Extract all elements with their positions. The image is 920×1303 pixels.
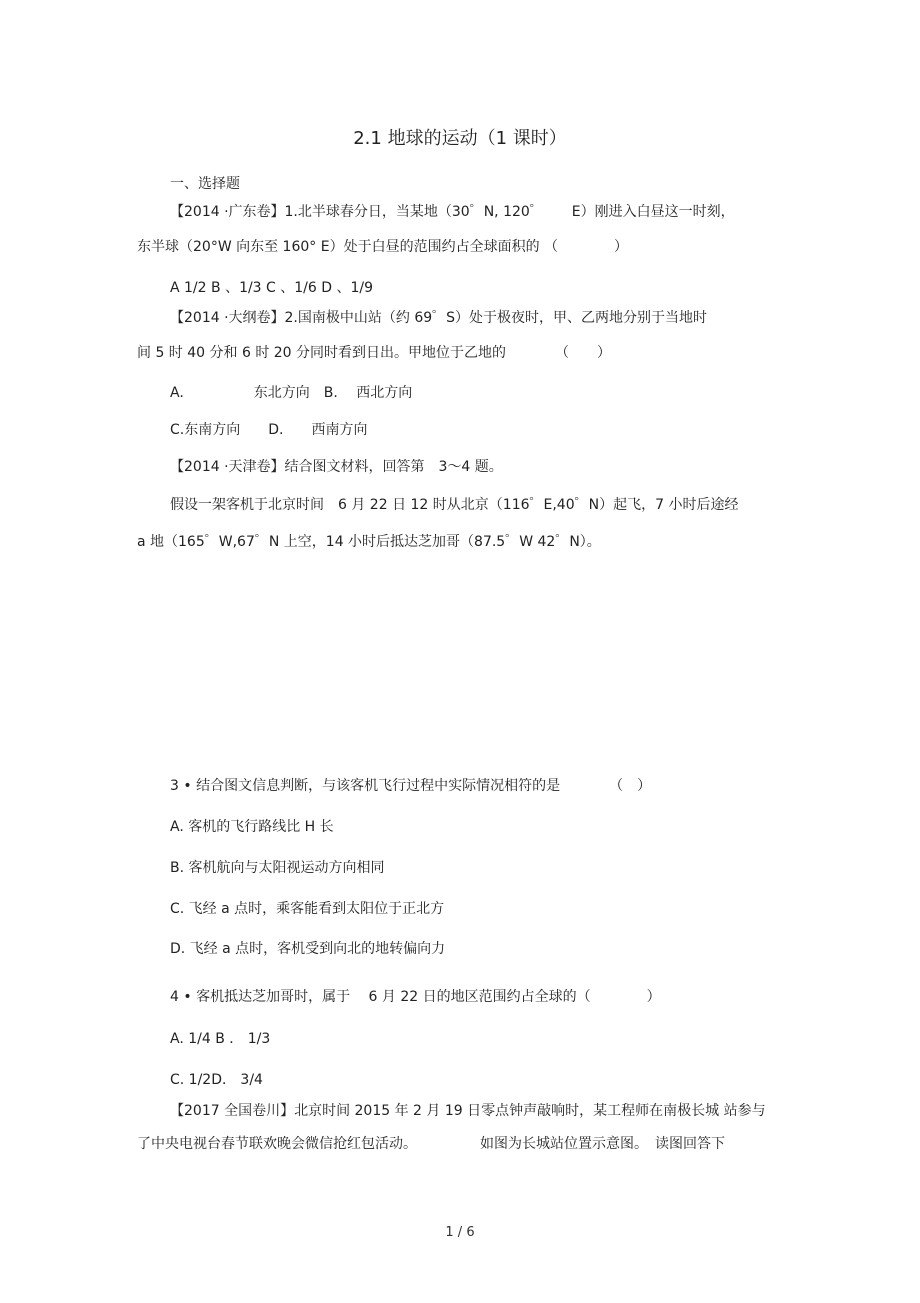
material-line-1: 假设一架客机于北京时间 6 月 22 日 12 时从北京（116゜E,40゜N）起飞，7 小时后途经 xyxy=(170,497,739,513)
question-1-line-1: 【2014 ·广东卷】1.北半球春分日，当某地（30゜N, 120゜ E）刚进入白昼这一时刻， xyxy=(170,204,735,220)
question-2-options-ab: A. 东北方向 B. 西北方向 xyxy=(170,385,413,401)
question-2-line-1: 【2014 ·大纲卷】2.国南极中山站（约 69゜S）处于极夜时，甲、乙两地分别于当地时 xyxy=(170,310,708,326)
question-3-option-c: C. 飞经 a 点时，乘客能看到太阳位于正北方 xyxy=(170,901,445,917)
question-3-option-d: D. 飞经 a 点时，客机受到向北的地转偏向力 xyxy=(170,941,446,957)
page-number: 1 / 6 xyxy=(445,1225,475,1240)
section-heading: 一、选择题 xyxy=(170,176,240,192)
question-5-line-1: 【2017 全国卷川】北京时间 2015 年 2 月 19 日零点钟声敲响时，某工程师在南极长城 站参与 xyxy=(170,1103,766,1119)
material-header: 【2014 ·天津卷】结合图文材料，回答第 3～4 题。 xyxy=(170,459,503,475)
question-3-option-a: A. 客机的飞行路线比 H 长 xyxy=(170,819,334,835)
page-title: 2.1 地球的运动（1 课时） xyxy=(353,128,567,149)
material-line-2: a 地（165゜W,67゜N 上空，14 小时后抵达芝加哥（87.5゜W 42゜N）。 xyxy=(137,534,601,550)
question-3-stem: 3 • 结合图文信息判断，与该客机飞行过程中实际情况相符的是 （ ） xyxy=(170,778,652,794)
question-5-line-2: 了中央电视台春节联欢晚会微信抢红包活动。 如图为长城站位置示意图。 读图回答下 xyxy=(137,1136,725,1152)
question-1-options: A 1/2 B 、1/3 C 、1/6 D 、1/9 xyxy=(170,280,374,296)
question-3-option-b: B. 客机航向与太阳视运动方向相同 xyxy=(170,860,385,876)
question-1-line-2: 东半球（20°W 向东至 160° E）处于白昼的范围约占全球面积的 （ ） xyxy=(137,239,629,255)
question-2-options-cd: C.东南方向 D. 西南方向 xyxy=(170,422,368,438)
question-4-stem: 4 • 客机抵达芝加哥时，属于 6 月 22 日的地区范围约占全球的（ ） xyxy=(170,989,661,1005)
question-2-line-2: 间 5 时 40 分和 6 时 20 分同时看到日出。甲地位于乙地的 （ ） xyxy=(137,345,612,361)
question-4-options-cd: C. 1/2D． 3/4 xyxy=(170,1072,263,1088)
question-4-options-ab: A. 1/4 B ． 1/3 xyxy=(170,1031,271,1047)
